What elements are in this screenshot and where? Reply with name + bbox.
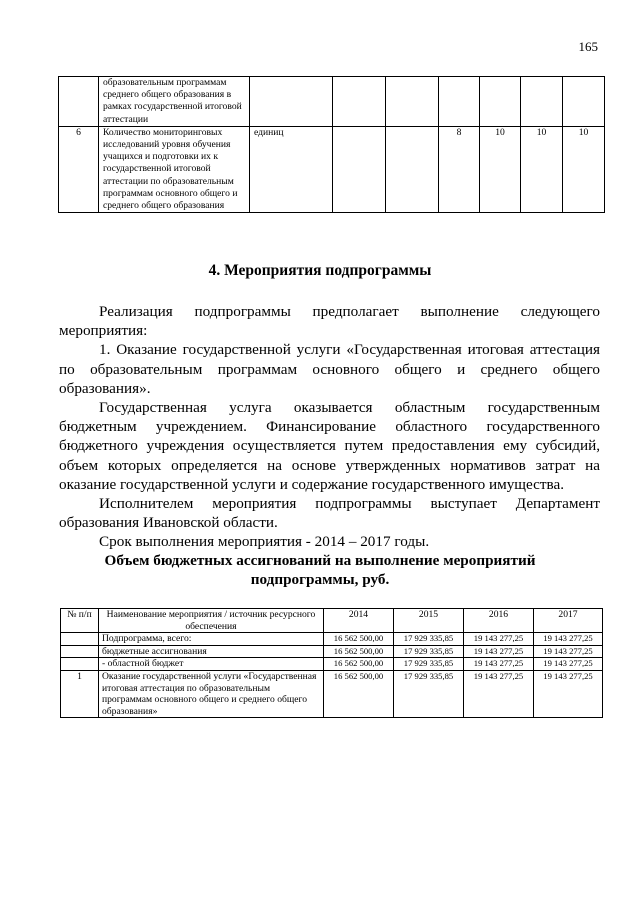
header-year: 2016 <box>464 609 534 633</box>
row-name: Оказание государственной услуги «Государственная итоговая аттестация по образовательным программам основного общего и среднего общего образования» <box>99 670 324 717</box>
table-row <box>59 126 605 212</box>
value-cell: 10 <box>521 126 563 212</box>
amount-cell: 19 143 277,25 <box>464 670 534 717</box>
value-cell <box>333 126 386 212</box>
row-number <box>61 658 99 671</box>
amount-cell: 19 143 277,25 <box>534 658 603 671</box>
indicator-name: Количество мониторинговых исследований уровня обучения учащихся и подготовки их к государственной итоговой аттестации по образовательным программам основного общего и среднего общего образования <box>99 126 250 212</box>
section-body <box>59 302 600 552</box>
amount-cell: 19 143 277,25 <box>464 658 534 671</box>
table-row <box>59 77 605 127</box>
amount-cell: 16 562 500,00 <box>324 670 394 717</box>
amount-cell: 17 929 335,85 <box>394 670 464 717</box>
row-name: Подпрограмма, всего: <box>99 633 324 646</box>
value-cell <box>386 77 439 127</box>
section-heading: 4. Мероприятия подпрограммы <box>208 262 432 279</box>
page-number: 165 <box>578 39 598 54</box>
amount-cell: 19 143 277,25 <box>534 633 603 646</box>
value-cell <box>386 126 439 212</box>
amount-cell: 19 143 277,25 <box>534 645 603 658</box>
paragraph: Реализация подпрограммы предполагает выполнение следующего мероприятия: <box>59 303 600 340</box>
amount-cell: 19 143 277,25 <box>464 645 534 658</box>
amount-cell: 17 929 335,85 <box>394 658 464 671</box>
amount-cell: 17 929 335,85 <box>394 645 464 658</box>
header-name: Наименование мероприятия / источник ресурсного обеспечения <box>99 609 324 633</box>
amount-cell: 16 562 500,00 <box>324 633 394 646</box>
indicator-unit <box>250 77 333 127</box>
budget-title <box>0 551 640 589</box>
value-cell <box>480 77 521 127</box>
header-year: 2015 <box>394 609 464 633</box>
amount-cell: 17 929 335,85 <box>394 633 464 646</box>
paragraph: Исполнителем мероприятия подпрограммы выступает Департамент образования Ивановской области. <box>59 495 600 532</box>
table-row <box>61 633 603 646</box>
amount-cell: 16 562 500,00 <box>324 658 394 671</box>
table-row <box>61 670 603 717</box>
table-row <box>61 645 603 658</box>
row-name: бюджетные ассигнования <box>99 645 324 658</box>
row-number: 6 <box>59 126 99 212</box>
row-number <box>61 645 99 658</box>
paragraph: 1. Оказание государственной услуги «Государственная итоговая аттестация по образовательным программам основного общего и среднего общего образования». <box>59 341 600 397</box>
amount-cell: 16 562 500,00 <box>324 645 394 658</box>
paragraph: Срок выполнения мероприятия - 2014 – 2017 годы. <box>99 533 430 551</box>
value-cell: 10 <box>480 126 521 212</box>
table-row <box>61 658 603 671</box>
value-cell <box>333 77 386 127</box>
value-cell: 8 <box>439 126 480 212</box>
value-cell: 10 <box>563 126 605 212</box>
paragraph: Государственная услуга оказывается областным государственным бюджетным учреждением. Финансирование областного государственного бюджетного учреждения осуществляется путем предоставления ему субсидий, объем которых определяется на основе утвержденных нормативов затрат на оказание государственной услуги и содержание государственного имущества. <box>59 399 600 493</box>
row-number: 1 <box>61 670 99 717</box>
indicator-unit: единиц <box>250 126 333 212</box>
amount-cell: 19 143 277,25 <box>464 633 534 646</box>
value-cell <box>521 77 563 127</box>
header-num: № п/п <box>61 609 99 633</box>
table-header-row <box>61 609 603 633</box>
budget-table <box>60 608 603 718</box>
indicator-name: образовательным программам среднего общего образования в рамках государственной итоговой аттестации <box>99 77 250 127</box>
row-number <box>61 633 99 646</box>
budget-title-line: Объем бюджетных ассигнований на выполнение мероприятий <box>104 552 536 569</box>
budget-title-line: подпрограммы, руб. <box>250 571 390 588</box>
row-number <box>59 77 99 127</box>
amount-cell: 19 143 277,25 <box>534 670 603 717</box>
header-year: 2017 <box>534 609 603 633</box>
row-name: - областной бюджет <box>99 658 324 671</box>
indicators-table <box>58 76 605 213</box>
header-year: 2014 <box>324 609 394 633</box>
value-cell <box>439 77 480 127</box>
value-cell <box>563 77 605 127</box>
